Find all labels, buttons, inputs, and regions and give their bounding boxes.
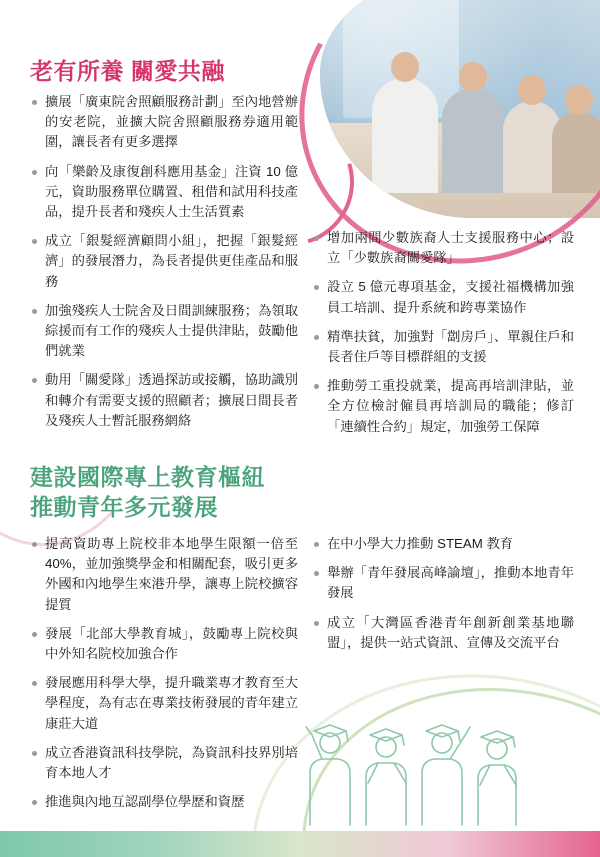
list-item: 增加兩間少數族裔人士支援服務中心；設立「少數族裔關愛隊」 [312,228,574,268]
list-item: 在中小學大力推動 STEAM 教育 [312,534,574,554]
list-elderly-right [312,228,574,446]
list-item: 發展「北部大學教育城」，鼓勵專上院校與中外知名院校加強合作 [30,624,298,664]
section-title-elderly-care: 老有所養 關愛共融 [30,58,225,84]
list-item: 設立 5 億元專項基金，支援社福機構加強員工培訓、提升系統和跨專業協作 [312,277,574,317]
list-item: 發展應用科學大學，提升職業專才教育至大學程度，為有志在專業技術發展的青年建立康莊大道 [30,673,298,734]
list-item: 動用「關愛隊」透過探訪或接觸，協助識別和轉介有需要支援的照顧者；擴展日間長者及殘疾人士暫託服務網絡 [30,370,298,431]
list-elderly-left [30,92,298,440]
list-item: 提高資助專上院校非本地學生限額一倍至 40%，並加強獎學金和相關配套，吸引更多外國和內地學生來港升學，讓專上院校擴容提質 [30,534,298,615]
list-item: 推動勞工重投就業，提高再培訓津貼，並全方位檢討僱員再培訓局的職能；修訂「連續性合約」規定，加強勞工保障 [312,376,574,437]
section-title-line-2: 推動青年多元發展 [30,494,218,521]
list-item: 加強殘疾人士院舍及日間訓練服務；為領取綜援而有工作的殘疾人士提供津貼，鼓勵他們就業 [30,301,298,362]
section-title-line-1: 建設國際專上教育樞紐 [30,464,265,490]
list-item: 成立「銀髮經濟顧問小組」，把握「銀髮經濟」的發展潛力，為長者提供更佳產品和服務 [30,231,298,292]
list-item: 舉辦「青年發展高峰論壇」，推動本地青年發展 [312,563,574,603]
list-item: 擴展「廣東院舍照顧服務計劃」至內地營辦的安老院，並擴大院舍照顧服務券適用範圍，讓長者有更多選擇 [30,92,298,153]
section-title-education-youth [30,462,265,523]
list-item: 精準扶貧，加強對「劏房戶」、單親住戶和長者住戶等目標群組的支援 [312,327,574,367]
list-education-right [312,534,574,662]
list-item: 成立香港資訊科技學院，為資訊科技界別培育本地人才 [30,743,298,783]
list-education-left [30,534,298,821]
list-item: 推進與內地互認副學位學歷和資歷 [30,792,298,812]
list-item: 向「樂齡及康復創科應用基金」注資 10 億元，資助服務單位購置、租借和試用科技產品，提升長者和殘疾人士生活質素 [30,162,298,223]
list-item: 成立「大灣區香港青年創新創業基地聯盟」，提供一站式資訊、宣傳及交流平台 [312,613,574,653]
